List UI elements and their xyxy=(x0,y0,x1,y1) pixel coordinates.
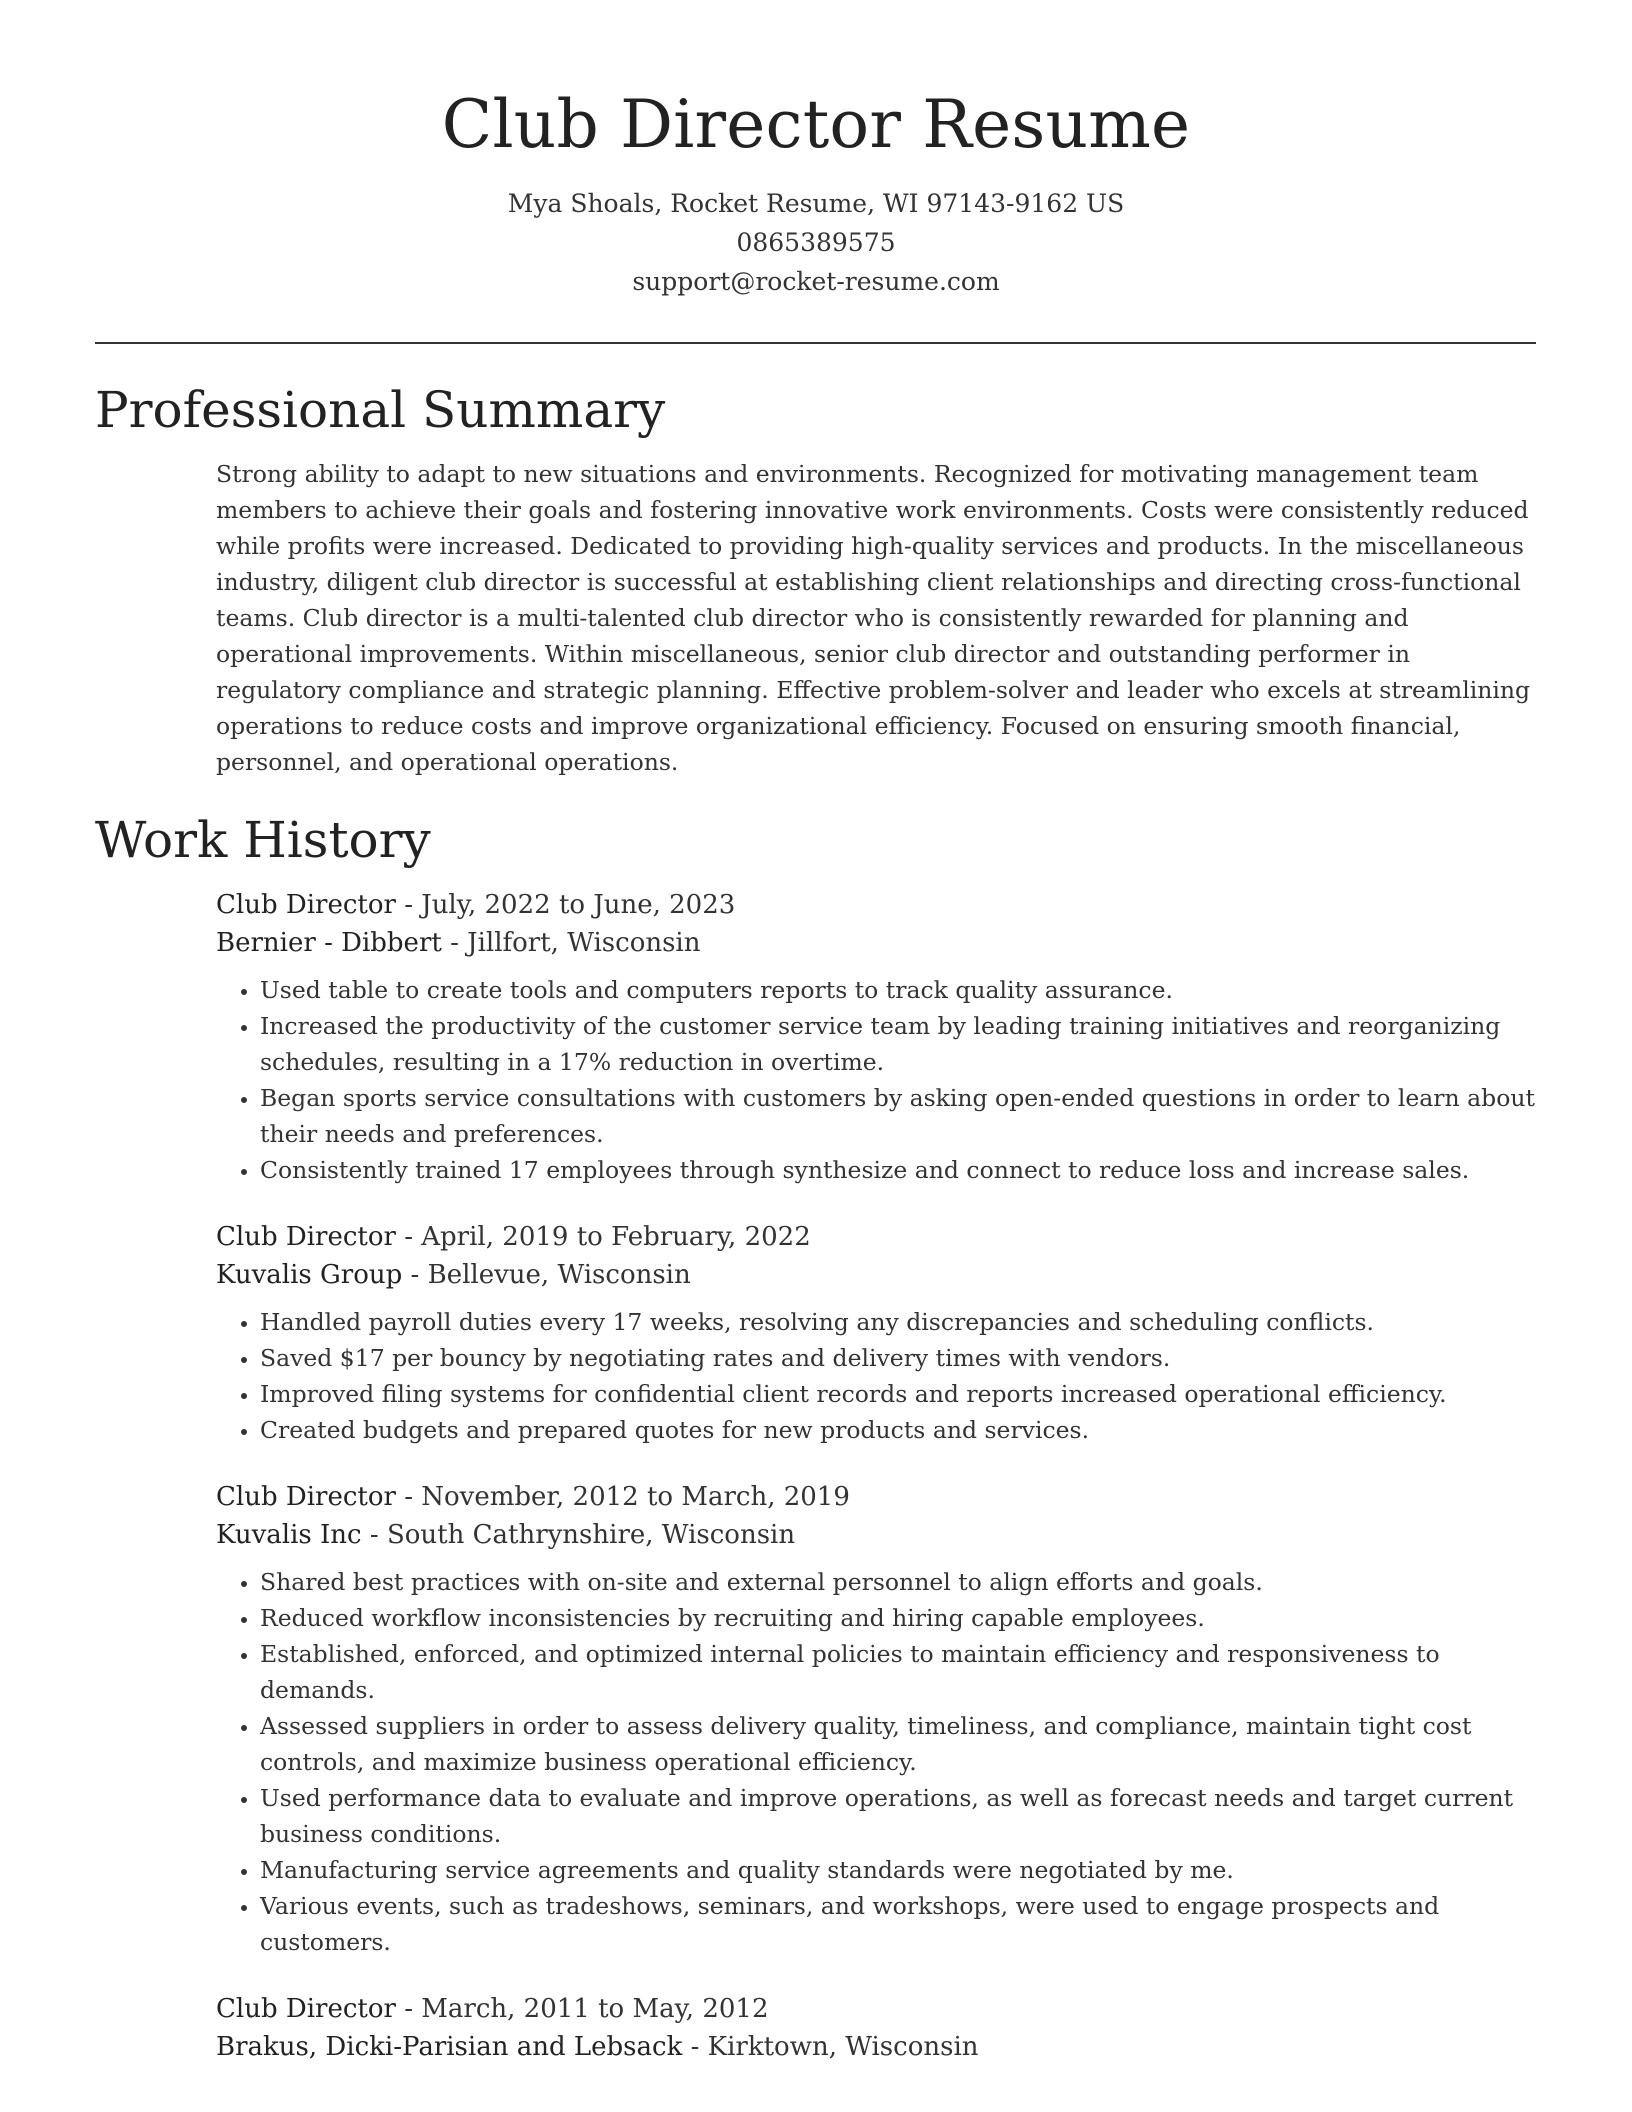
contact-block xyxy=(0,184,1632,301)
job-bullet: • Established, enforced, and optimized internal policies to maintain efficiency and responsiveness to demands. xyxy=(260,1636,1536,1708)
job-location: Kirktown, Wisconsin xyxy=(707,2032,979,2062)
job-bullet: • Used table to create tools and computers reports to track quality assurance. xyxy=(260,972,1536,1008)
job-title-line xyxy=(216,886,1536,924)
job-company: Brakus, Dicki-Parisian and Lebsack xyxy=(216,2032,683,2062)
job-entry xyxy=(95,1218,1536,1448)
job-dates: March, 2011 to May, 2012 xyxy=(421,1994,769,2024)
job-bullet: • Consistently trained 17 employees through synthesize and connect to reduce loss and increase sales. xyxy=(260,1152,1536,1188)
job-bullet: • Reduced workflow inconsistencies by recruiting and hiring capable employees. xyxy=(260,1600,1536,1636)
job-role: Club Director xyxy=(216,1222,396,1252)
job-separator: - xyxy=(395,890,422,920)
work-history-section xyxy=(95,810,1536,2066)
job-bullet: • Various events, such as tradeshows, seminars, and workshops, were used to engage prospects and customers. xyxy=(260,1888,1536,1960)
job-location: South Cathrynshire, Wisconsin xyxy=(386,1520,796,1550)
job-company: Kuvalis Group xyxy=(216,1260,403,1290)
job-title-line xyxy=(216,1990,1536,2028)
job-role: Club Director xyxy=(216,1994,396,2024)
job-company: Bernier - Dibbert xyxy=(216,928,442,958)
job-dates: November, 2012 to March, 2019 xyxy=(421,1482,850,1512)
contact-address: Mya Shoals, Rocket Resume, WI 97143-9162 US xyxy=(507,189,1125,218)
work-history-heading: Work History xyxy=(95,811,431,869)
job-separator: - xyxy=(395,1222,422,1252)
job-bullet: • Manufacturing service agreements and quality standards were negotiated by me. xyxy=(260,1852,1536,1888)
job-separator: - xyxy=(441,928,468,958)
job-company: Kuvalis Inc xyxy=(216,1520,362,1550)
job-bullet: • Increased the productivity of the customer service team by leading training initiatives and reorganizing schedules, resulting in a 17% reduction in overtime. xyxy=(260,1008,1536,1080)
job-separator: - xyxy=(361,1520,387,1550)
job-bullet: • Assessed suppliers in order to assess delivery quality, timeliness, and compliance, maintain tight cost controls, and maximize business operational efficiency. xyxy=(260,1708,1536,1780)
job-bullet: • Saved $17 per bouncy by negotiating rates and delivery times with vendors. xyxy=(260,1340,1536,1376)
job-role: Club Director xyxy=(216,890,396,920)
job-company-line xyxy=(216,924,1536,962)
summary-section xyxy=(95,380,1536,780)
job-title-line xyxy=(216,1218,1536,1256)
job-separator: - xyxy=(395,1994,422,2024)
job-title-line xyxy=(216,1478,1536,1516)
job-bullet: • Created budgets and prepared quotes for new products and services. xyxy=(260,1412,1536,1448)
job-bullets xyxy=(216,1304,1536,1448)
contact-email: support@rocket-resume.com xyxy=(632,267,1000,296)
job-entry xyxy=(95,1478,1536,1960)
resume-header xyxy=(0,0,1632,301)
job-separator: - xyxy=(402,1260,428,1290)
resume-title: Club Director Resume xyxy=(441,86,1191,163)
job-company-line xyxy=(216,2028,1536,2066)
job-separator: - xyxy=(395,1482,422,1512)
job-company-line xyxy=(216,1256,1536,1294)
contact-phone: 0865389575 xyxy=(736,228,896,257)
job-entry xyxy=(95,886,1536,1188)
job-location: Bellevue, Wisconsin xyxy=(427,1260,691,1290)
job-dates: July, 2022 to June, 2023 xyxy=(421,890,736,920)
job-separator: - xyxy=(682,2032,708,2062)
job-role: Club Director xyxy=(216,1482,396,1512)
job-bullet: • Began sports service consultations with customers by asking open-ended questions in order to learn about their needs and preferences. xyxy=(260,1080,1536,1152)
job-bullet: • Improved filing systems for confidential client records and reports increased operational efficiency. xyxy=(260,1376,1536,1412)
job-location: Jillfort, Wisconsin xyxy=(467,928,701,958)
job-bullets xyxy=(216,972,1536,1188)
header-divider xyxy=(95,342,1536,344)
job-bullet: • Shared best practices with on-site and external personnel to align efforts and goals. xyxy=(260,1564,1536,1600)
job-dates: April, 2019 to February, 2022 xyxy=(421,1222,811,1252)
job-entry xyxy=(95,1990,1536,2066)
job-bullet: • Used performance data to evaluate and improve operations, as well as forecast needs and target current business conditions. xyxy=(260,1780,1536,1852)
job-company-line xyxy=(216,1516,1536,1554)
job-bullets xyxy=(216,1564,1536,1960)
summary-heading: Professional Summary xyxy=(95,381,666,439)
summary-text: Strong ability to adapt to new situations and environments. Recognized for motivating management team members to achieve their goals and fostering innovative work environments. Costs were consistently reduced while profits were increased. Dedicated to providing high-quality services and products. In the miscellaneous industry, diligent club director is successful at establishing client relationships and directing cross-functional teams. Club director is a multi-talented club director who is consistently rewarded for planning and operational improvements. Within miscellaneous, senior club director and outstanding performer in regulatory compliance and strategic planning. Effective problem-solver and leader who excels at streamlining operations to reduce costs and improve organizational efficiency. Focused on ensuring smooth financial, personnel, and operational operations. xyxy=(216,460,1531,776)
job-bullet: • Handled payroll duties every 17 weeks, resolving any discrepancies and scheduling conflicts. xyxy=(260,1304,1536,1340)
